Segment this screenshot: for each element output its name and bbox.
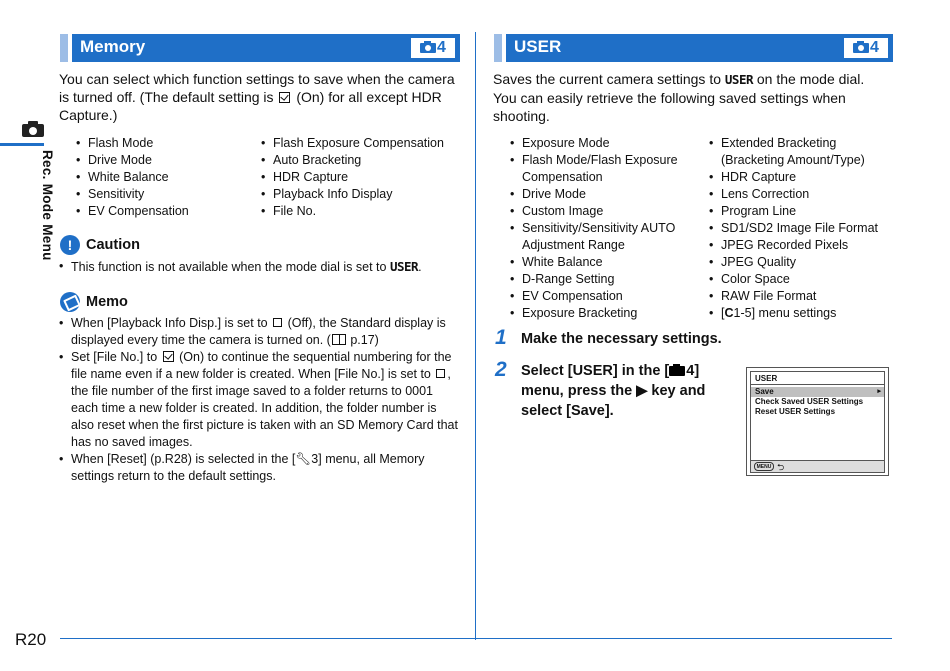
box-icon <box>436 369 445 378</box>
user-header <box>506 34 893 62</box>
list-item: • SD1/SD2 Image File Format <box>707 220 887 237</box>
arrow-right-icon: ▸ <box>877 388 881 395</box>
checkbox-icon <box>279 92 290 103</box>
page-number: R20 <box>15 630 47 649</box>
side-tab-bar <box>0 143 44 146</box>
list-item: • When [Playback Info Disp.] is set to (Off), the Standard display is displayed every time the camera is turned on. ( p.17) <box>57 315 459 349</box>
screen-footer <box>750 461 885 473</box>
menu-button-icon: MENU <box>754 462 774 471</box>
list-item: • [C1-5] menu settings <box>707 305 887 322</box>
memo-title: Memo <box>86 294 128 310</box>
memo-icon <box>60 292 80 312</box>
step-1-number: 1 <box>495 326 507 349</box>
list-item: • RAW File Format <box>707 288 887 305</box>
screen-tab: USER <box>750 371 885 385</box>
memory-intro: You can select which function settings to save when the camera is turned off. (The default setting is (On) for all except HDR Capture.) <box>59 71 455 123</box>
list-item: • Flash Exposure Compensation <box>259 135 469 152</box>
camera-icon <box>853 41 869 53</box>
user-list-right <box>707 135 887 322</box>
list-item: • Flash Mode/Flash Exposure Compensation <box>508 152 698 186</box>
footer-rule <box>60 638 892 639</box>
caution-list <box>57 258 467 276</box>
menu-item-save[interactable]: Save ▸ <box>751 387 884 397</box>
camera-screen <box>746 367 889 476</box>
list-item: • EV Compensation <box>74 203 254 220</box>
memo-list <box>57 315 459 485</box>
user-intro: Saves the current camera settings to USER on the mode dial. You can easily retrieve the following saved settings when shooting. <box>493 71 865 124</box>
list-item: • When [Reset] (p.R28) is selected in the [🔧︎3] menu, all Memory settings return to the default settings. <box>57 451 459 485</box>
list-item: • Exposure Mode <box>508 135 698 152</box>
list-item: • Sensitivity/Sensitivity AUTO Adjustment Range <box>508 220 698 254</box>
list-item: • Playback Info Display <box>259 186 469 203</box>
step-2-text: Select [USER] in the [ 4] menu, press the ▶ key and select [Save]. <box>521 363 706 419</box>
list-item: • Extended Bracketing (Bracketing Amount/Type) <box>707 135 887 169</box>
list-item: • JPEG Recorded Pixels <box>707 237 887 254</box>
list-item: • Auto Bracketing <box>259 152 469 169</box>
list-item: • JPEG Quality <box>707 254 887 271</box>
memory-list-right <box>259 135 469 220</box>
list-item: • HDR Capture <box>259 169 469 186</box>
list-item: • Drive Mode <box>508 186 698 203</box>
memory-header <box>72 34 460 62</box>
step-1-text: Make the necessary settings. <box>521 331 722 347</box>
memory-list-left <box>74 135 254 220</box>
user-list-left <box>508 135 698 322</box>
list-item: • Color Space <box>707 271 887 288</box>
memory-menu-tag: 4 <box>410 37 456 59</box>
list-item: • White Balance <box>74 169 254 186</box>
camera-icon <box>22 121 44 137</box>
list-item: • Lens Correction <box>707 186 887 203</box>
user-menu-tag: 4 <box>843 37 889 59</box>
list-item: • D-Range Setting <box>508 271 698 288</box>
caution-icon: ! <box>60 235 80 255</box>
list-item: • Drive Mode <box>74 152 254 169</box>
custom-c-icon: C <box>724 306 734 320</box>
camera-icon <box>669 364 685 376</box>
book-icon <box>332 334 346 345</box>
box-icon <box>273 318 282 327</box>
list-item: • Exposure Bracketing <box>508 305 698 322</box>
side-tab-label: Rec. Mode Menu <box>40 150 55 261</box>
back-arrow-icon: ⮌ <box>777 462 785 472</box>
menu-item-reset[interactable]: Reset USER Settings <box>755 407 836 416</box>
list-item: • EV Compensation <box>508 288 698 305</box>
list-item: • Custom Image <box>508 203 698 220</box>
list-item: • File No. <box>259 203 469 220</box>
list-item: • This function is not available when the mode dial is set to USER. <box>57 258 467 276</box>
step-2-number: 2 <box>495 358 507 381</box>
column-divider <box>475 32 476 640</box>
list-item: • Set [File No.] to (On) to continue the sequential numbering for the file name even if a new folder is created. When [File No.] is set to , the file number of the first image saved to a folder returns to 0001 each time a new folder is created. In addition, the folder number is also reset when the first picture is taken with an SD Memory Card that has no saved images. <box>57 349 459 451</box>
list-item: • Flash Mode <box>74 135 254 152</box>
user-title: USER <box>514 37 562 56</box>
wrench-icon: 🔧︎ <box>295 452 312 466</box>
camera-icon <box>420 41 436 53</box>
caution-title: Caution <box>86 237 140 253</box>
memory-title: Memory <box>80 37 146 56</box>
list-item: • Sensitivity <box>74 186 254 203</box>
list-item: • White Balance <box>508 254 698 271</box>
screen-menu <box>750 384 885 461</box>
menu-item-check[interactable]: Check Saved USER Settings <box>755 397 864 406</box>
checkbox-icon <box>163 351 174 362</box>
list-item: • Program Line <box>707 203 887 220</box>
list-item: • HDR Capture <box>707 169 887 186</box>
